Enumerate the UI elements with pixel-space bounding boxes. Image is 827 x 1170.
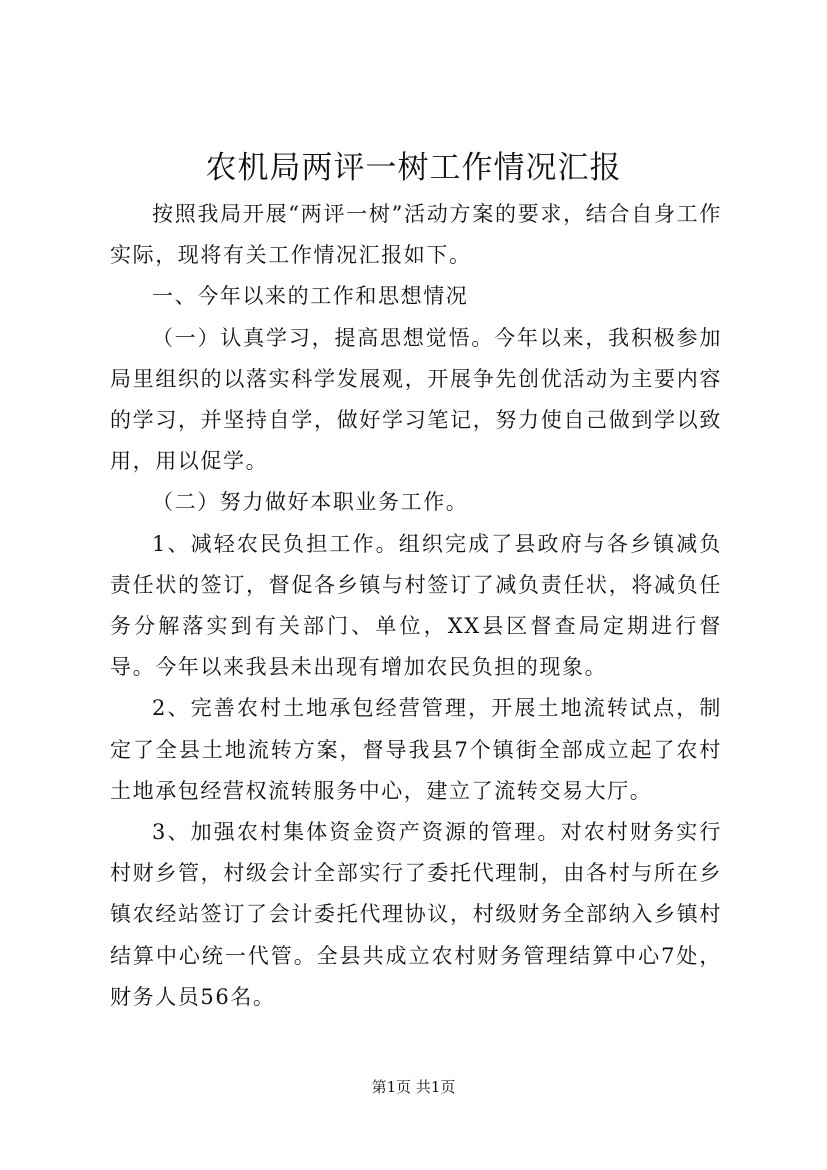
paragraph-work-heading: （二）努力做好本职业务工作。 [152,490,469,515]
document-title: 农机局两评一树工作情况汇报 [205,150,622,186]
paragraph-item-1: 1、减轻农民负担工作。组织完成了县政府与各乡镇减负责任状的签订，督促各乡镇与村签订了减负责任状，将减负任务分解落实到有关部门、单位，XX县区督查局定期进行督导。今年以来我县未出现有增加农民负担的现象。 [110,531,722,680]
page-number-footer: 第1页 共1页 [371,1078,456,1096]
paragraph-study: （一）认真学习，提高思想觉悟。今年以来，我积极参加局里组织的以落实科学发展观，开展争先创优活动为主要内容的学习，并坚持自学，做好学习笔记，努力使自己做到学以致用，用以促学。 [110,325,722,474]
section-heading-1: 一、今年以来的工作和思想情况 [152,284,469,309]
paragraph-item-2: 2、完善农村土地承包经营管理，开展土地流转试点，制定了全县土地流转方案，督导我县7个镇街全部成立起了农村土地承包经营权流转服务中心，建立了流转交易大厅。 [110,696,722,803]
document-body [110,194,722,1018]
paragraph-item-3: 3、加强农村集体资金资产资源的管理。对农村财务实行村财乡管，村级会计全部实行了委托代理制，由各村与所在乡镇农经站签订了会计委托代理协议，村级财务全部纳入乡镇村结算中心统一代管。全县共成立农村财务管理结算中心7处，财务人员56名。 [110,820,722,1009]
paragraph-intro: 按照我局开展“两评一树”活动方案的要求，结合自身工作实际，现将有关工作情况汇报如下。 [110,202,722,268]
